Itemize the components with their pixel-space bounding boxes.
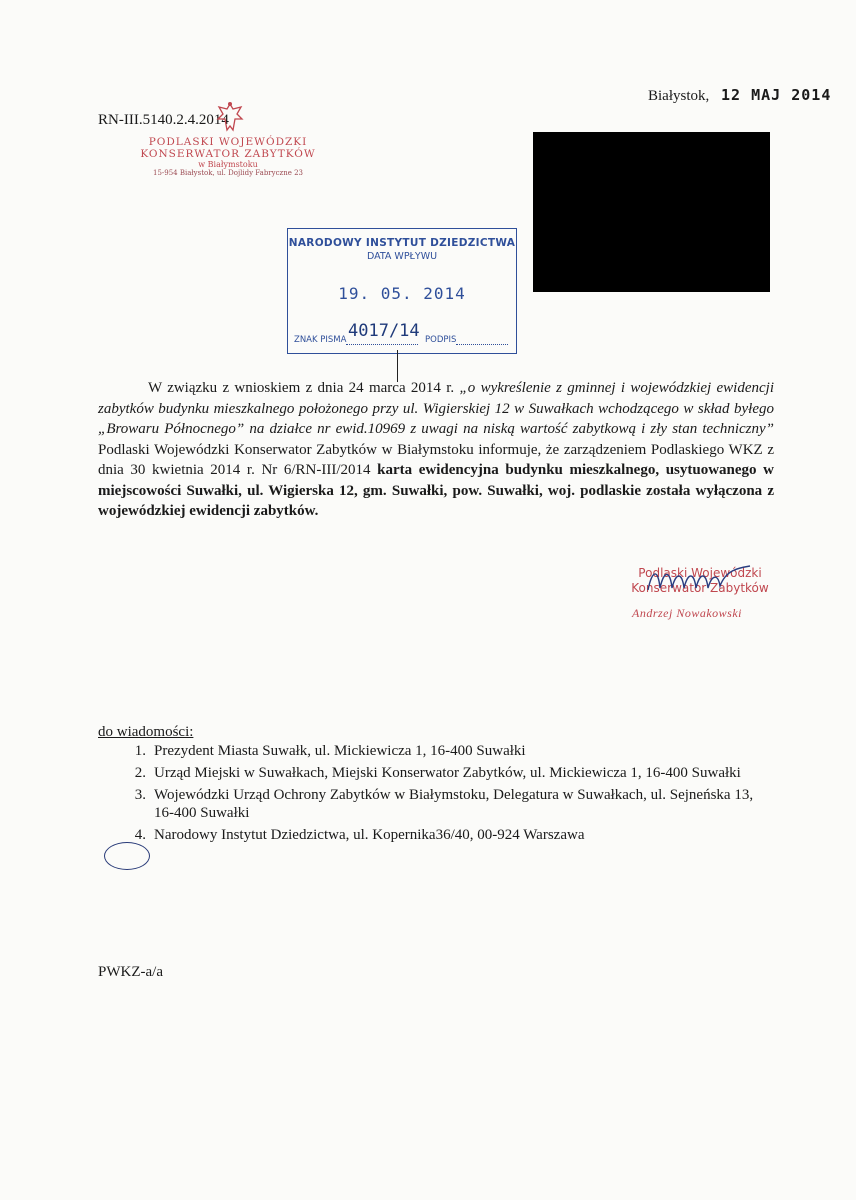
body-italic-quote: „o wykreślenie z gminnej i wojewódzkiej ewidencji zabytków budynku mieszkalnego położonego przy ul. Wigierskiej 12 w Suwałkach wchodzącego w skład byłego „Browaru Północnego” na działce nr ewid.10969 z uwagi na niską wartość zabytkową i zły stan techniczny” bbox=[98, 380, 774, 437]
wkz-office-stamp bbox=[118, 136, 338, 177]
wkz-stamp-line2: KONSERWATOR ZABYTKÓW bbox=[140, 148, 316, 160]
wkz-stamp-line1: PODLASKI WOJEWÓDZKI bbox=[148, 136, 308, 148]
place-date bbox=[648, 86, 831, 105]
receipt-stamp-date: 19. 05. 2014 bbox=[338, 284, 466, 303]
list-item bbox=[98, 742, 758, 760]
list-item bbox=[98, 786, 758, 822]
receipt-date-stamp bbox=[287, 228, 517, 354]
handwritten-date: 12 MAJ 2014 bbox=[721, 86, 832, 104]
wkz-stamp-address: 15-954 Białystok, ul. Dojlidy Fabryczne 23 bbox=[152, 169, 303, 177]
footer-code: PWKZ-a/a bbox=[98, 964, 163, 980]
znak-dotted-line bbox=[346, 344, 418, 345]
distribution-list bbox=[98, 742, 758, 848]
list-item bbox=[98, 826, 758, 844]
list-item-text: Prezydent Miasta Suwałk, ul. Mickiewicza 1, 16-400 Suwałki bbox=[154, 743, 526, 759]
receipt-stamp-subtitle: DATA WPŁYWU bbox=[366, 251, 438, 262]
list-item-number: 2. bbox=[134, 765, 146, 781]
list-item-text: Urząd Miejski w Suwałkach, Miejski Konserwator Zabytków, ul. Mickiewicza 1, 16-400 Suwałki bbox=[154, 765, 741, 781]
signatory-name: Andrzej Nowakowski bbox=[632, 606, 742, 620]
receipt-stamp-title: NARODOWY INSTYTUT DZIEDZICTWA bbox=[288, 237, 516, 249]
signature-stamp-line1: Podlaski Wojewódzki bbox=[638, 566, 762, 580]
znak-pisma-value: 4017/14 bbox=[348, 321, 420, 341]
list-item-number: 4. bbox=[134, 827, 146, 843]
body-bold-decision: karta ewidencyjna budynku mieszkalnego, usytuowanego w miejscowości Suwałki, ul. Wigierska 12, gm. Suwałki, pow. Suwałki, woj. podlaskie została wyłączona z wojewódzkiej ewidencji zabytków. bbox=[98, 462, 774, 519]
list-item-number: 3. bbox=[134, 787, 146, 803]
podpis-label: PODPIS bbox=[425, 335, 457, 345]
signature-stamp-line2: Konserwator Zabytków bbox=[631, 581, 769, 595]
wkz-stamp-line3: w Białymstoku bbox=[198, 160, 258, 169]
znak-pisma-label: ZNAK PISMA bbox=[294, 335, 347, 345]
body-intro: W związku z wnioskiem z dnia 24 marca 2014 r. bbox=[148, 380, 460, 396]
redacted-recipient-block bbox=[533, 132, 770, 292]
place-label: Białystok, bbox=[648, 88, 710, 104]
list-item-text: Narodowy Instytut Dziedzictwa, ul. Kopernika36/40, 00-924 Warszawa bbox=[154, 827, 585, 843]
list-item bbox=[98, 764, 758, 782]
eagle-emblem-icon bbox=[215, 100, 245, 136]
reference-number: RN-III.5140.2.4.2014 bbox=[98, 112, 229, 128]
letter-body bbox=[98, 378, 774, 522]
podpis-dotted-line bbox=[456, 344, 508, 345]
list-item-number: 1. bbox=[134, 743, 146, 759]
body-middle: Podlaski Wojewódzki Konserwator Zabytków w Białymstoku informuje, że zarządzeniem Podlaskiego WKZ z dnia 30 kwietnia 2014 r. Nr 6/RN-III/2014 bbox=[98, 441, 774, 478]
handwritten-signature bbox=[640, 560, 760, 600]
hand-drawn-circle bbox=[104, 842, 150, 870]
distribution-heading: do wiadomości: bbox=[98, 724, 194, 740]
list-item-text: Wojewódzki Urząd Ochrony Zabytków w Białymstoku, Delegatura w Suwałkach, ul. Sejneńska 13, 16-400 Suwałki bbox=[154, 787, 754, 821]
